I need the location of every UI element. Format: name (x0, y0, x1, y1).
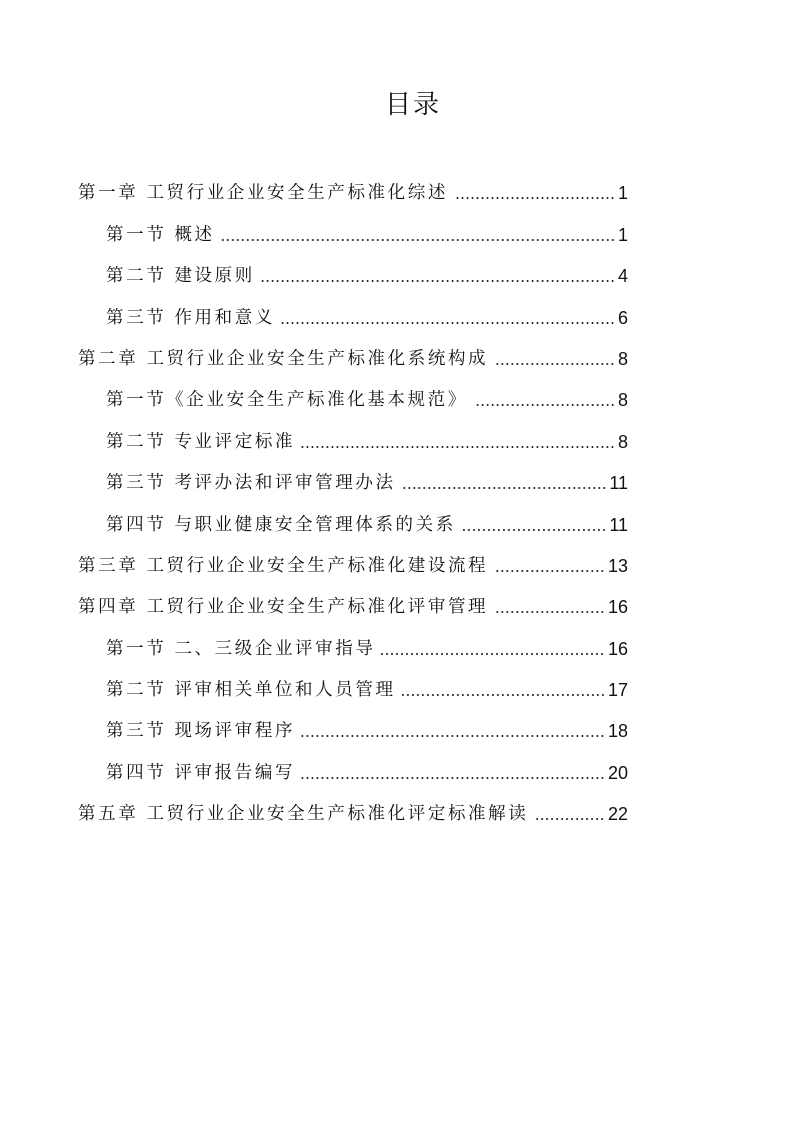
toc-entry-section[interactable] (78, 743, 628, 784)
toc-entry-label: 第一节 概述 (106, 224, 215, 245)
toc-entry-section[interactable] (78, 412, 628, 453)
toc-entry-chapter[interactable] (78, 578, 628, 619)
dot-leader (261, 279, 615, 283)
toc-entry-label: 第四节 评审报告编写 (106, 762, 296, 783)
toc-entry-section[interactable] (78, 661, 628, 702)
toc-entry-section[interactable] (78, 371, 628, 412)
page-title: 目录 (384, 90, 441, 120)
dot-leader (301, 776, 605, 780)
toc-entry-label: 第一节 二、三级企业评审指导 (106, 638, 376, 659)
toc-page-number: 1 (617, 224, 628, 245)
toc-entry-section[interactable] (78, 702, 628, 743)
toc-page-number: 16 (607, 597, 628, 618)
dot-leader (494, 610, 605, 614)
toc-entry-chapter[interactable] (78, 330, 628, 371)
dot-leader (281, 321, 615, 325)
dot-leader (494, 362, 615, 366)
toc-entry-label: 第三节 现场评审程序 (106, 721, 296, 742)
dot-leader (402, 693, 605, 697)
toc-page-number: 8 (617, 390, 628, 411)
toc-entry-section[interactable] (78, 619, 628, 660)
toc-entry-label: 第二节 建设原则 (106, 266, 255, 287)
toc-page-number: 8 (617, 348, 628, 369)
toc-entry-label: 第二节 专业评定标准 (106, 431, 296, 452)
toc-entry-label: 第五章 工贸行业企业安全生产标准化评定标准解读 (78, 804, 529, 825)
toc-page-number: 16 (607, 638, 628, 659)
toc-page-number: 11 (609, 514, 628, 535)
toc-page-number: 13 (607, 555, 628, 576)
toc-entry-section[interactable] (78, 205, 628, 246)
toc-entry-section[interactable] (78, 495, 628, 536)
toc-entry-section[interactable] (78, 454, 628, 495)
toc-page-number: 17 (607, 680, 628, 701)
toc-entry-label: 第三节 考评办法和评审管理办法 (106, 473, 396, 494)
toc-entry-chapter[interactable] (78, 164, 628, 205)
toc-entry-chapter[interactable] (78, 785, 628, 826)
dot-leader (381, 652, 605, 656)
toc-page-number: 1 (617, 183, 628, 204)
dot-leader (454, 196, 615, 200)
toc-entry-label: 第一节《企业安全生产标准化基本规范》 (106, 390, 468, 411)
toc-entry-section[interactable] (78, 288, 628, 329)
table-of-contents (78, 164, 628, 826)
toc-entry-label: 第三节 作用和意义 (106, 307, 275, 328)
dot-leader (221, 238, 615, 242)
dot-leader (494, 569, 605, 573)
toc-page-number: 22 (607, 804, 628, 825)
toc-entry-label: 第二节 评审相关单位和人员管理 (106, 680, 396, 701)
dot-leader (534, 817, 605, 821)
toc-entry-label: 第一章 工贸行业企业安全生产标准化综述 (78, 183, 448, 204)
toc-page-number: 20 (607, 762, 628, 783)
toc-page-number: 6 (617, 307, 628, 328)
dot-leader (301, 734, 605, 738)
toc-entry-label: 第二章 工贸行业企业安全生产标准化系统构成 (78, 348, 489, 369)
toc-page-number: 18 (607, 721, 628, 742)
toc-entry-section[interactable] (78, 247, 628, 288)
toc-page-number: 8 (617, 431, 628, 452)
dot-leader (402, 486, 607, 490)
dot-leader (462, 528, 606, 532)
toc-page-number: 11 (609, 473, 628, 494)
toc-entry-label: 第四章 工贸行业企业安全生产标准化评审管理 (78, 597, 489, 618)
toc-entry-chapter[interactable] (78, 537, 628, 578)
toc-page-number: 4 (617, 266, 628, 287)
dot-leader (301, 445, 615, 449)
dot-leader (474, 403, 615, 407)
toc-entry-label: 第三章 工贸行业企业安全生产标准化建设流程 (78, 555, 489, 576)
toc-entry-label: 第四节 与职业健康安全管理体系的关系 (106, 514, 456, 535)
